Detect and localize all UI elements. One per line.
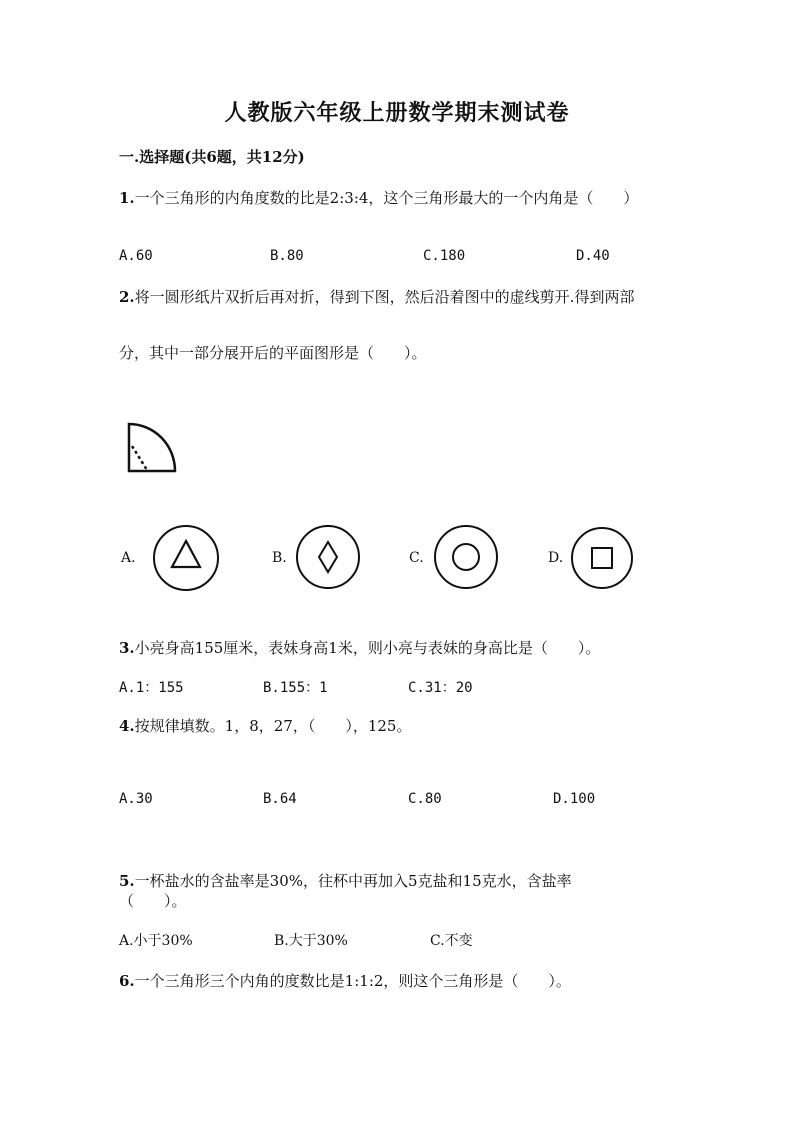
question-text: 一个三角形三个内角的度数比是1:1:2，则这个三角形是（ ）。 [134,972,571,990]
option-c: C.不变 [430,933,473,949]
question-text: 小亮身高155厘米，表妹身高1米，则小亮与表妹的身高比是（ ）。 [134,639,601,657]
diamond-in-circle-icon [295,524,361,590]
option-d: D.100 [553,791,596,807]
option-a: A. [121,550,136,566]
question-text-line1: 一杯盐水的含盐率是30%，往杯中再加入5克盐和15克水，含盐率 [134,872,572,890]
question-5-line2: （ ）。 [119,892,187,910]
page-title: 人教版六年级上册数学期末测试卷 [224,100,570,126]
triangle-in-circle-icon [151,524,221,592]
option-b: B. [272,550,287,566]
question-number: 1. [119,189,135,207]
option-d: D. [548,550,564,566]
question-number: 2. [119,288,135,306]
circle-in-circle-icon [433,524,499,590]
dashed-cut-line [132,446,147,470]
question-number: 3. [119,639,135,657]
section-heading: 一.选择题(共6题，共12分) [119,148,305,166]
option-b: B.64 [263,791,297,807]
option-b: B.大于30% [274,933,348,949]
option-b: B.155：1 [263,680,328,696]
question-2 [119,286,634,307]
question-text-line1: 将一圆形纸片双折后再对折，得到下图，然后沿着图中的虚线剪开.得到两部 [134,288,635,306]
question-1 [119,187,638,208]
option-a: A.60 [119,248,153,264]
question-number: 4. [119,717,135,735]
option-c: C.80 [408,791,442,807]
question-number: 6. [119,972,135,990]
question-number: 5. [119,872,135,890]
question-text: 按规律填数。1，8，27，（ ），125。 [134,717,412,735]
option-a: A.小于30% [119,933,193,949]
option-a: A.1：155 [119,680,184,696]
question-3 [119,637,600,658]
option-d: D.40 [576,248,610,264]
question-text: 一个三角形的内角度数的比是2:3:4，这个三角形最大的一个内角是（ ） [134,189,639,207]
option-c: C.31：20 [408,680,473,696]
option-b: B.80 [270,248,304,264]
question-6 [119,970,571,991]
option-c: C. [409,550,424,566]
question-4 [119,715,411,736]
square-in-circle-icon [570,526,634,590]
question-5 [119,870,572,891]
option-c: C.180 [423,248,466,264]
option-a: A.30 [119,791,153,807]
folded-paper-figure [125,420,181,476]
quarter-circle-outline [129,424,175,471]
question-2-line2: 分，其中一部分展开后的平面图形是（ ）。 [119,344,427,362]
